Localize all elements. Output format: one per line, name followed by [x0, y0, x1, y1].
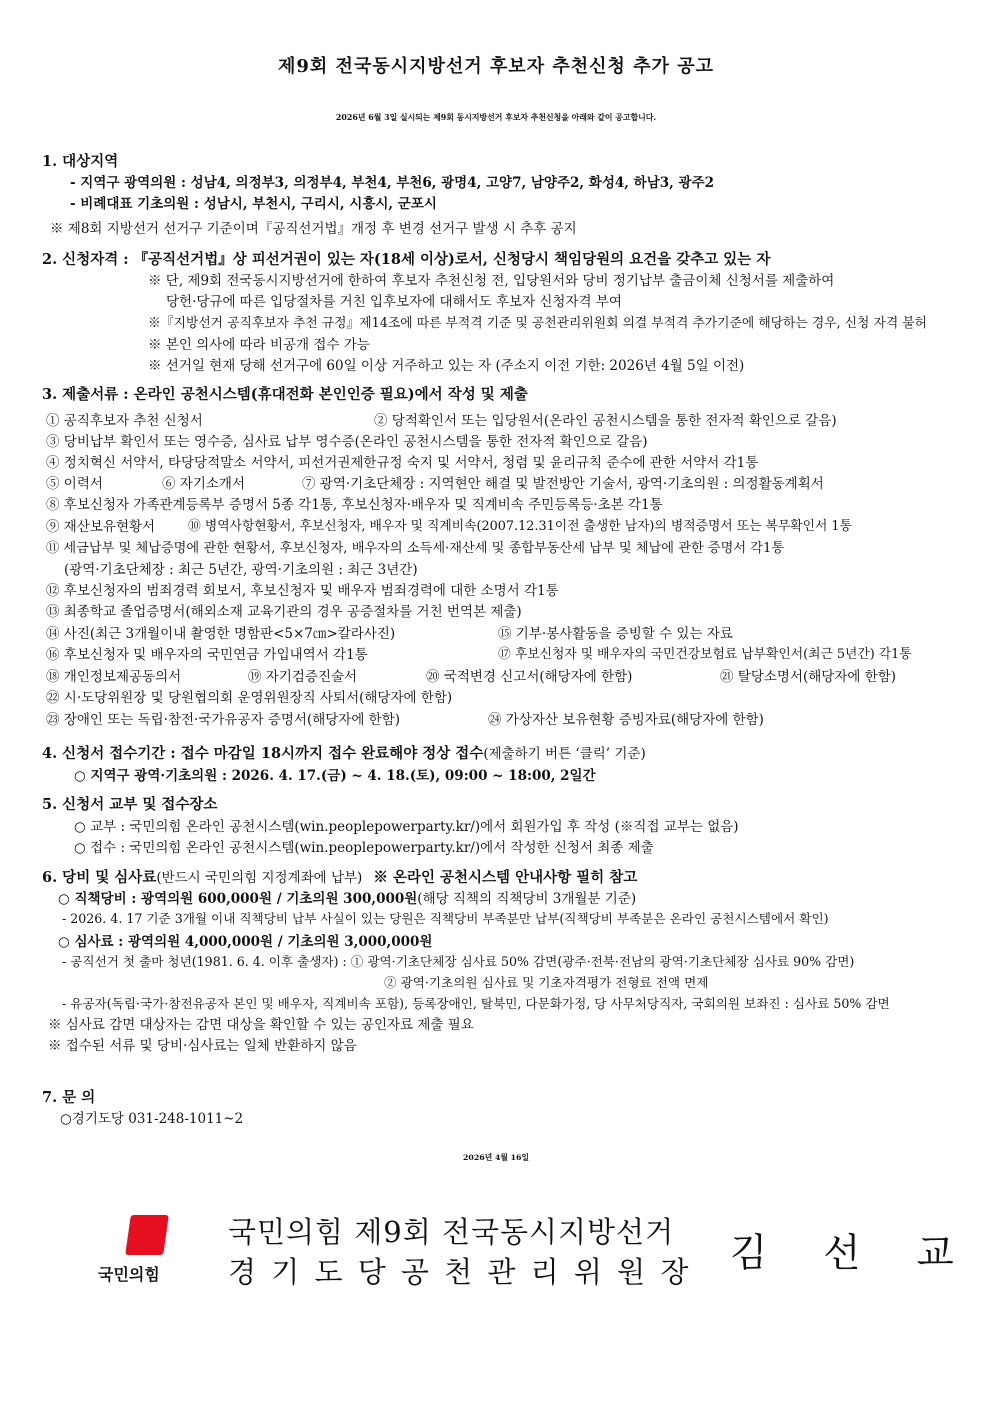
s3-item-8: ⑧ 후보신청자 가족관계등록부 증명서 5종 각1통, 후보신청자·배우자 및 직계비속 주민등록등·초본 각1통 [46, 497, 663, 513]
s1-note: ※ 제8회 지방선거 선거구 기준이며『공직선거법』개정 후 변경 선거구 발생 시 추후 공지 [50, 221, 577, 237]
s3-item-1: ① 공직후보자 추천 신청서 [46, 413, 203, 429]
section-3-heading: 3. 제출서류 : 온라인 공천시스템(휴대전화 본인인증 필요)에서 작성 및 제출 [42, 386, 528, 403]
s7-line-1: ○경기도당 031-248-1011~2 [60, 1111, 244, 1127]
s6-line-6: - 유공자(독립·국가·참전유공자 본인 및 배우자, 직계비속 포함), 등록장애인, 탈북민, 다문화가정, 당 사무처당직자, 국회의원 보좌진 : 심사료 50% 감면 [62, 996, 890, 1011]
s2-line-3: ※『지방선거 공직후보자 추천 규정』제14조에 따른 부적격 기준 및 공천관리위원회 의결 부적격 추가기준에 해당하는 경우, 신청 자격 불허 [148, 316, 928, 331]
party-logo-text: 국민의힘 [98, 1265, 160, 1284]
party-logo-icon [125, 1215, 169, 1255]
section-4-heading [42, 742, 646, 763]
s3-item-20: ⑳ 국적변경 신고서(해당자에 한함) [426, 669, 633, 685]
s6-heading-b: (반드시 국민의힘 지정계좌에 납부) [156, 870, 363, 886]
s6-heading-c: ※ 온라인 공천시스템 안내사항 필히 참고 [373, 869, 638, 886]
s3-item-16: ⑯ 후보신청자 및 배우자의 국민연금 가입내역서 각1통 [46, 647, 368, 663]
announcement-date: 2026년 4월 16일 [463, 1153, 529, 1162]
s5-line-2: ○ 접수 : 국민의힘 온라인 공천시스템(win.peoplepowerparty.kr/)에서 작성한 신청서 최종 제출 [74, 840, 654, 856]
s3-item-18: ⑱ 개인정보제공동의서 [46, 669, 182, 685]
s4-heading-note: (제출하기 버튼 ‘클릭’ 기준) [483, 746, 646, 762]
signature-line-2: 경 기 도 당 공 천 관 리 위 원 장 [228, 1255, 692, 1289]
s1-line-1: - 지역구 광역의원 : 성남4, 의정부3, 의정부4, 부천4, 부천6, 광명4, 고양7, 남양주2, 화성4, 하남3, 광주2 [70, 175, 715, 191]
s6-line-3: ○ 심사료 : 광역의원 4,000,000원 / 기초의원 3,000,000원 [58, 934, 433, 950]
s3-item-10: ⑩ 병역사항현황서, 후보신청자, 배우자 및 직계비속(2007.12.31이전 출생한 남자)의 병적증명서 또는 복무확인서 1통 [188, 519, 852, 534]
s3-item-5: ⑤ 이력서 [46, 476, 103, 492]
section-2-heading: 2. 신청자격 : 『공직선거법』상 피선거권이 있는 자(18세 이상)로서, 신청당시 책임당원의 요건을 갖추고 있는 자 [42, 251, 771, 268]
s6-heading-a: 6. 당비 및 심사료 [42, 869, 157, 886]
s3-item-9: ⑨ 재산보유현황서 [46, 519, 156, 535]
s3-item-11-note: (광역·기초단체장 : 최근 5년간, 광역·기초의원 : 최근 3년간) [64, 562, 418, 578]
s3-item-13: ⑬ 최종학교 졸업증명서(해외소재 교육기관의 경우 공증절차를 거친 번역본 제출) [46, 604, 522, 620]
s6-line-1 [58, 887, 636, 907]
s4-heading-bold: 4. 신청서 접수기간 : 접수 마감일 18시까지 접수 완료해야 정상 접수 [42, 745, 484, 762]
section-5-heading: 5. 신청서 교부 및 접수장소 [42, 796, 218, 813]
s3-item-6: ⑥ 자기소개서 [162, 476, 245, 492]
s6-line-1-bold: ○ 직책당비 : 광역의원 600,000원 / 기초의원 300,000원 [58, 891, 418, 907]
s3-item-2: ② 당적확인서 또는 입당원서(온라인 공천시스템을 통한 전자적 확인으로 갈음) [374, 413, 837, 429]
s3-item-17: ⑰ 후보신청자 및 배우자의 국민건강보험료 납부확인서(최근 5년간) 각1통 [498, 647, 912, 662]
s3-item-22: ㉒ 시·도당위원장 및 당원협의회 운영위원장직 사퇴서(해당자에 한함) [46, 690, 453, 706]
s6-line-5: ② 광역·기초의원 심사료 및 기초자격평가 전형료 전액 면제 [384, 975, 709, 990]
s4-line-1: ○ 지역구 광역·기초의원 : 2026. 4. 17.(금) ~ 4. 18.(토), 09:00 ~ 18:00, 2일간 [74, 768, 596, 784]
s3-item-15: ⑮ 기부·봉사활동을 증빙할 수 있는 자료 [498, 626, 733, 642]
s5-line-1: ○ 교부 : 국민의힘 온라인 공천시스템(win.peoplepowerparty.kr/)에서 회원가입 후 작성 (※직접 교부는 없음) [74, 819, 739, 835]
section-6-heading [42, 866, 637, 887]
s6-line-4: - 공직선거 첫 출마 청년(1981. 6. 4. 이후 출생자) : ① 광역·기초단체장 심사료 50% 감면(광주·전북·전남의 광역·기초단체장 심사료 90% 감면) [62, 954, 855, 969]
section-7-heading: 7. 문 의 [42, 1089, 96, 1106]
signature-line-1: 국민의힘 제9회 전국동시지방선거 [228, 1215, 675, 1249]
s3-item-3: ③ 당비납부 확인서 또는 영수증, 심사료 납부 영수증(온라인 공천시스템을 통한 전자적 확인으로 갈음) [46, 434, 648, 450]
s2-line-4: ※ 본인 의사에 따라 비공개 접수 가능 [148, 337, 370, 353]
s3-item-23: ㉓ 장애인 또는 독립·참전·국가유공자 증명서(해당자에 한함) [46, 712, 401, 728]
s6-line-1-note: (해당 직책의 직책당비 3개월분 기준) [417, 891, 637, 907]
s6-note-1: ※ 심사료 감면 대상자는 감면 대상을 확인할 수 있는 공인자료 제출 필요 [48, 1017, 474, 1033]
signature-name: 김 선 교 [730, 1231, 976, 1276]
section-1-heading: 1. 대상지역 [42, 153, 119, 170]
s3-item-19: ⑲ 자기검증진술서 [248, 669, 358, 685]
s1-line-2: - 비례대표 기초의원 : 성남시, 부천시, 구리시, 시흥시, 군포시 [70, 196, 437, 212]
s2-line-2: 당헌·당규에 따른 입당절차를 거친 입후보자에 대해서도 후보자 신청자격 부여 [166, 294, 622, 310]
s3-item-4: ④ 정치혁신 서약서, 타당당적말소 서약서, 피선거권제한규정 숙지 및 서약서, 청렴 및 윤리규칙 준수에 관한 서약서 각1통 [46, 455, 759, 471]
s3-item-24: ㉔ 가상자산 보유현황 증빙자료(해당자에 한함) [488, 712, 764, 728]
s3-item-14: ⑭ 사진(최근 3개월이내 촬영한 명함판<5×7㎝>칼라사진) [46, 626, 396, 642]
s3-item-11: ⑪ 세금납부 및 체납증명에 관한 현황서, 후보신청자, 배우자의 소득세·재산세 및 종합부동산세 납부 및 체납에 관한 증명서 각1통 [46, 541, 785, 556]
s3-item-12: ⑫ 후보신청자의 범죄경력 회보서, 후보신청자 및 배우자 범죄경력에 대한 소명서 각1통 [46, 583, 559, 599]
s6-note-2: ※ 접수된 서류 및 당비·심사료는 일체 반환하지 않음 [48, 1038, 357, 1054]
page-title: 제9회 전국동시지방선거 후보자 추천신청 추가 공고 [277, 56, 714, 77]
s2-line-1: ※ 단, 제9회 전국동시지방선거에 한하여 후보자 추천신청 전, 입당원서와 당비 정기납부 출금이체 신청서를 제출하여 [148, 273, 835, 289]
s3-item-21: ㉑ 탈당소명서(해당자에 한함) [720, 669, 897, 685]
page-subtitle: 2026년 6월 3일 실시되는 제9회 동시지방선거 후보자 추천신청을 아래와 같이 공고합니다. [335, 113, 657, 122]
s6-line-2: - 2026. 4. 17 기준 3개월 이내 직책당비 납부 사실이 있는 당원은 직책당비 부족분만 납부(직책당비 부족분은 온라인 공천시스템에서 확인) [62, 911, 829, 926]
s3-item-7: ⑦ 광역·기초단체장 : 지역현안 해결 및 발전방안 기술서, 광역·기초의원 : 의정활동계획서 [302, 476, 824, 492]
s2-line-5: ※ 선거일 현재 당해 선거구에 60일 이상 거주하고 있는 자 (주소지 이전 기한: 2026년 4월 5일 이전) [148, 358, 745, 374]
